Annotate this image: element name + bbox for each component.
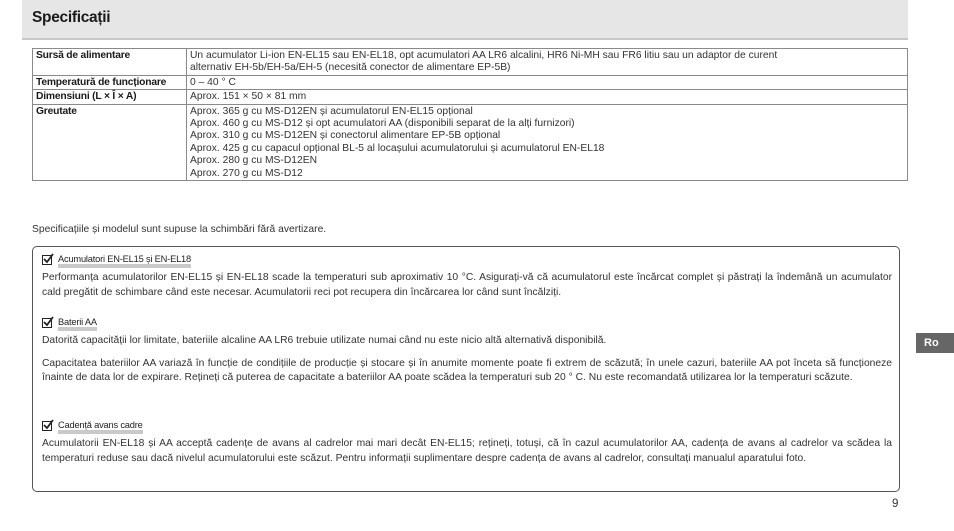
notes-box — [32, 246, 900, 492]
section-heading — [42, 317, 892, 331]
section-paragraph: Performanța acumulatorilor EN-EL15 și EN-EL18 scade la temperaturi sub aproximativ 10 °C. Asigurați-vă că acumulatorul este încărcat complet și păstrați la îndemână un acumulator cald pregătit de schimbare când este necesar. Acumulatorii reci pot recupera din încărcarea lor când sunt încălziți. — [42, 272, 892, 298]
spec-row-power — [33, 49, 908, 76]
spec-row-temperature — [33, 75, 908, 89]
section-paragraph: Acumulatorii EN-EL18 și AA acceptă cadențe de avans al cadrelor mai mari decât EN-EL15; rețineți, totuși, că în cazul acumulatorilor AA, cadența de avans al cadrelor va scădea la temperaturi reduse sau dacă nivelul acumulatorului este scăzut. Pentru informații suplimentare despre cadența de avans al cadrelor, consultați manualul aparatului foto. — [42, 438, 892, 464]
spec-table — [32, 48, 908, 181]
checkbox-check-icon — [42, 421, 52, 431]
spec-value-line: Aprox. 310 g cu MS-D12EN și conectorul alimentare EP-5B opțional — [190, 130, 501, 142]
spec-label: Sursă de alimentare — [33, 49, 187, 76]
spec-value-line: Un acumulator Li-ion EN-EL15 sau EN-EL18, opt acumulatori AA LR6 alcalini, HR6 Ni-MH sau FR6 litiu sau un adaptor de curent — [190, 50, 778, 61]
checkbox-check-icon — [42, 318, 52, 328]
note-section-aa-batteries — [42, 317, 892, 386]
spec-label: Greutate — [33, 104, 187, 180]
checkbox-check-icon — [42, 255, 52, 265]
page-title: Specificații — [32, 9, 111, 26]
spec-value — [187, 49, 908, 76]
header-band — [22, 0, 908, 40]
section-title: Baterii AA — [58, 317, 97, 331]
spec-value-line: Aprox. 425 g cu capacul opțional BL-5 al locașului acumulatorului și acumulatorul EN-EL18 — [190, 142, 605, 154]
spec-value-line: Aprox. 280 g cu MS-D12EN — [190, 155, 318, 167]
section-title: Cadență avans cadre — [58, 420, 143, 434]
section-heading — [42, 420, 892, 434]
note-section-en-el15-el18 — [42, 254, 892, 300]
spec-value — [187, 90, 908, 104]
language-tab: Ro — [916, 333, 954, 353]
spec-value-line: alternativ EH-5b/EH-5a/EH-5 (necesită conector de alimentare EP-5B) — [190, 62, 511, 74]
spec-value-line: Aprox. 460 g cu MS-D12 și opt acumulatori AA (disponibili separat de la alți furnizori) — [190, 118, 575, 130]
spec-value-line: Aprox. 365 g cu MS-D12EN și acumulatorul EN-EL15 opțional — [190, 105, 473, 117]
spec-value — [187, 104, 908, 180]
section-heading — [42, 254, 892, 268]
spec-row-dimensions — [33, 90, 908, 104]
section-paragraph: Capacitatea bateriilor AA variază în funcție de condițiile de producție și stocare și în anumite momente poate fi extrem de scăzută; în unele cazuri, bateriile AA pot înceta să funcționeze înainte de data lor de expirare. Rețineți că puterea de capacitate a bateriilor AA poate scădea la temperaturi sub 20 ° C. Nu este recomandată utilizarea lor la temperaturi scăzute. — [42, 357, 892, 383]
note-section-frame-advance — [42, 420, 892, 466]
spec-label: Temperatură de funcționare — [33, 75, 187, 89]
spec-change-note: Specificațiile și modelul sunt supuse la schimbări fără avertizare. — [32, 224, 327, 235]
spec-label: Dimensiuni (L × Î × A) — [33, 90, 187, 104]
section-title: Acumulatori EN-EL15 și EN-EL18 — [58, 254, 191, 268]
spec-row-weight — [33, 104, 908, 180]
spec-value — [187, 75, 908, 89]
spec-value-line: Aprox. 151 × 50 × 81 mm — [190, 91, 307, 103]
section-paragraph: Datorită capacității lor limitate, bateriile alcaline AA LR6 trebuie utilizate numai când nu este nicio altă alternativă disponibilă. — [42, 335, 607, 346]
spec-value-line: 0 – 40 ° C — [190, 76, 236, 88]
spec-value-line: Aprox. 270 g cu MS-D12 — [190, 167, 303, 179]
page-number: 9 — [892, 498, 899, 510]
